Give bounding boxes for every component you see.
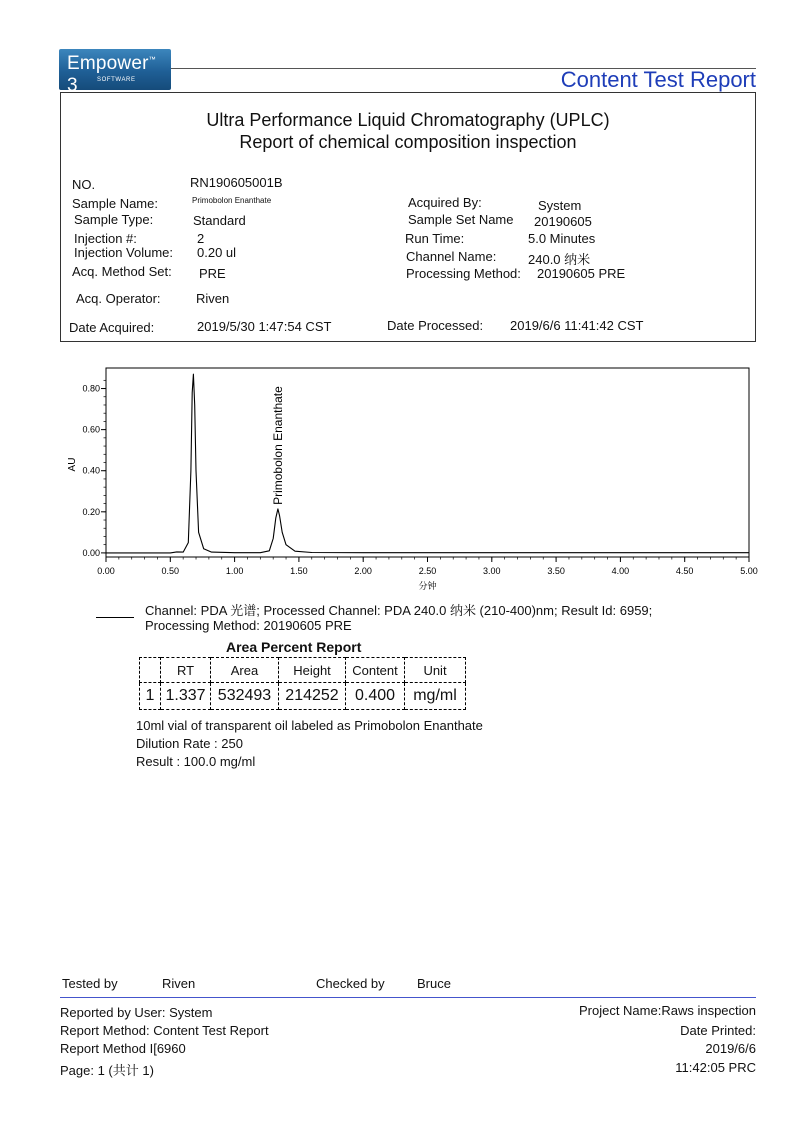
- date-printed-date: 2019/6/6: [705, 1041, 756, 1056]
- tested-by-label: Tested by: [62, 976, 118, 991]
- date-acquired-label: Date Acquired:: [69, 320, 155, 335]
- x-tick-label: 1.50: [290, 566, 308, 576]
- table-row: [140, 683, 466, 710]
- x-tick-label: 4.00: [611, 566, 630, 576]
- note-sample-description: 10ml vial of transparent oil labeled as Primobolon Enanthate: [136, 718, 483, 733]
- date-acquired-value: 2019/5/30 1:47:54 CST: [197, 319, 332, 334]
- col-index-header: [140, 658, 161, 683]
- y-tick-label: 0.40: [82, 465, 100, 476]
- cell-height: 214252: [279, 683, 346, 710]
- acquired-by-value: System: [538, 198, 582, 213]
- acquired-by-label: Acquired By:: [408, 195, 482, 210]
- peak-annotation-label: Primobolon Enanthate: [270, 386, 285, 505]
- date-printed-time: 11:42:05 PRC: [675, 1060, 756, 1075]
- cell-unit: mg/ml: [405, 683, 466, 710]
- no-value: RN190605001B: [190, 175, 283, 190]
- project-name: Project Name:Raws inspection: [578, 1003, 756, 1018]
- acq-method-label: Acq. Method Set:: [72, 264, 172, 279]
- report-title: Content Test Report: [560, 67, 756, 92]
- col-height-header: Height: [279, 658, 346, 683]
- x-tick-label: 3.50: [547, 566, 565, 576]
- y-tick-label: 0.60: [82, 424, 100, 435]
- date-processed-value: 2019/6/6 11:41:42 CST: [510, 318, 644, 333]
- injection-volume-label: Injection Volume:: [74, 245, 174, 260]
- sample-name-label: Sample Name:: [72, 196, 158, 211]
- y-axis-label: AU: [67, 457, 78, 472]
- date-printed-label: Date Printed:: [680, 1023, 756, 1038]
- x-tick-label: 4.50: [675, 566, 694, 576]
- report-heading-line2: Report of chemical composition inspection: [239, 132, 577, 152]
- injection-volume-value: 0.20 ul: [197, 245, 237, 260]
- logo-brand-text: Empower: [67, 53, 149, 74]
- x-tick-label: 0.00: [97, 566, 115, 576]
- processing-method-label: Processing Method:: [406, 266, 521, 281]
- legend-line-swatch: [96, 617, 134, 618]
- sample-set-value: 20190605: [534, 214, 592, 229]
- injection-label: Injection #:: [74, 231, 137, 246]
- plot-frame: [106, 368, 749, 557]
- channel-name-label: Channel Name:: [406, 249, 497, 264]
- sample-type-label: Sample Type:: [74, 212, 154, 227]
- tested-by-value: Riven: [162, 976, 196, 991]
- y-tick-label: 0.00: [82, 547, 100, 558]
- reported-by: Reported by User: System: [60, 1005, 213, 1020]
- injection-value: 2: [197, 231, 205, 246]
- x-tick-label: 1.00: [225, 566, 244, 576]
- cell-content: 0.400: [346, 683, 405, 710]
- report-method: Report Method: Content Test Report: [60, 1023, 269, 1038]
- channel-name-value: 240.0 纳米: [528, 252, 591, 267]
- run-time-label: Run Time:: [405, 231, 465, 246]
- x-axis-label: 分钟: [418, 582, 437, 592]
- x-tick-label: 0.50: [161, 566, 180, 576]
- processing-method-value: 20190605 PRE: [537, 266, 626, 281]
- x-tick-label: 2.50: [418, 566, 437, 576]
- sample-type-value: Standard: [193, 213, 246, 228]
- logo-tm: ™: [148, 56, 156, 64]
- acq-method-value: PRE: [199, 266, 226, 281]
- acq-operator-value: Riven: [196, 291, 230, 306]
- y-tick-label: 0.80: [82, 383, 100, 394]
- checked-by-label: Checked by: [316, 976, 385, 991]
- note-dilution-rate: Dilution Rate : 250: [136, 736, 243, 751]
- x-tick-label: 3.00: [483, 566, 501, 576]
- sample-set-label: Sample Set Name: [408, 212, 514, 227]
- cell-index: 1: [140, 683, 161, 710]
- logo-number: 3: [67, 75, 78, 90]
- acq-operator-label: Acq. Operator:: [76, 291, 161, 306]
- date-processed-label: Date Processed:: [387, 318, 484, 333]
- footer-divider: [60, 997, 756, 998]
- cell-area: 532493: [211, 683, 279, 710]
- checked-by-value: Bruce: [417, 976, 451, 991]
- x-tick-label: 5.00: [740, 566, 758, 576]
- table-header-row: [140, 658, 466, 683]
- y-tick-label: 0.20: [82, 506, 100, 517]
- x-tick-label: 2.00: [354, 566, 372, 576]
- area-percent-table: [139, 657, 466, 710]
- area-percent-title: Area Percent Report: [226, 639, 362, 655]
- report-heading-line1: Ultra Performance Liquid Chromatography (UPLC): [206, 110, 610, 130]
- legend-channel-text: Channel: PDA 光谱; Processed Channel: PDA 240.0 纳米 (210-400)nm; Result Id: 6959;: [145, 603, 653, 618]
- series-line: [106, 374, 749, 553]
- legend-processing-text: Processing Method: 20190605 PRE: [145, 618, 352, 633]
- col-content-header: Content: [346, 658, 405, 683]
- no-label: NO.: [72, 177, 96, 192]
- run-time-value: 5.0 Minutes: [528, 231, 596, 246]
- note-result: Result : 100.0 mg/ml: [136, 754, 256, 769]
- page-number: Page: 1 (共计 1): [60, 1063, 154, 1078]
- cell-rt: 1.337: [161, 683, 211, 710]
- sample-name-value: Primobolon Enanthate: [192, 196, 272, 205]
- col-unit-header: Unit: [405, 658, 466, 683]
- col-rt-header: RT: [161, 658, 211, 683]
- report-method-id: Report Method I[6960: [60, 1041, 186, 1056]
- logo-subtitle: SOFTWARE: [97, 77, 136, 83]
- col-area-header: Area: [211, 658, 279, 683]
